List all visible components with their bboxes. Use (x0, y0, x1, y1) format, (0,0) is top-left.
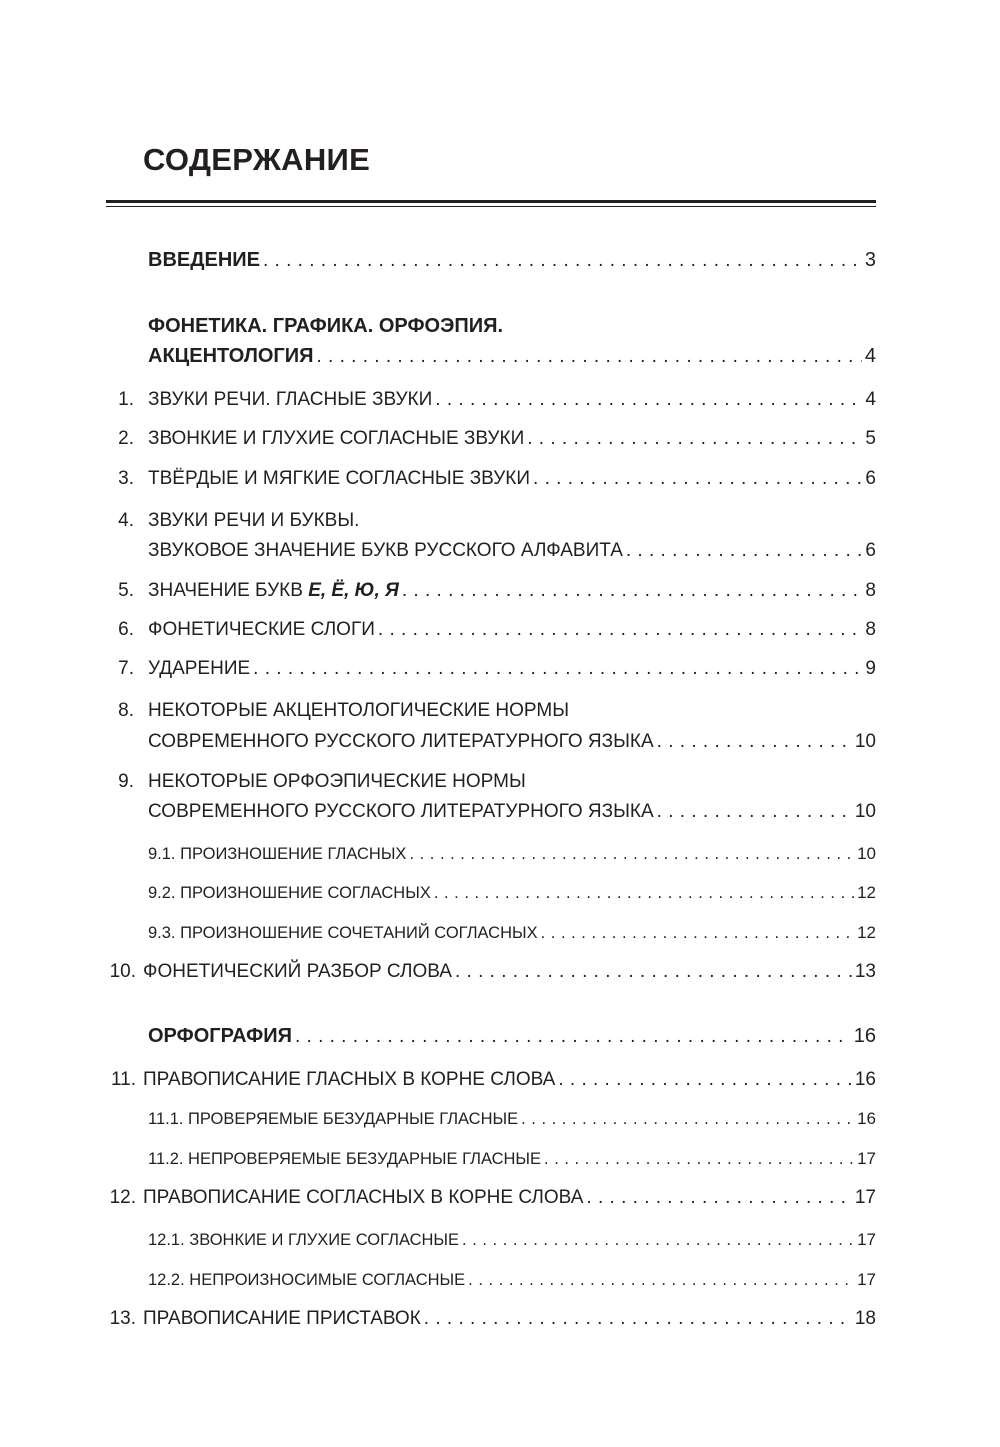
toc-page-number: 12 (857, 923, 876, 942)
toc-entry[interactable] (0, 1065, 876, 1095)
toc-entry-title: ФОНЕТИЧЕСКИЙ РАЗБОР СЛОВА (143, 961, 452, 982)
leader-dots (253, 654, 862, 684)
toc-page-number: 16 (857, 1109, 876, 1128)
leader-dots (521, 1104, 854, 1134)
toc-page-number: 17 (854, 1187, 876, 1208)
toc-entry[interactable] (0, 464, 876, 494)
toc-entry-number: 8. (118, 700, 134, 721)
toc-entry-title: ПРАВОПИСАНИЕ ПРИСТАВОК (143, 1308, 421, 1329)
toc-page-number: 13 (854, 961, 876, 982)
toc-page-number: 16 (854, 1069, 876, 1090)
toc-page-number: 4 (865, 389, 876, 410)
leader-dots (402, 576, 863, 606)
toc-entry-number: 10. (109, 961, 136, 982)
toc-subentry[interactable] (0, 1225, 876, 1255)
toc-entry-title: 9.2. ПРОИЗНОШЕНИЕ СОГЛАСНЫХ (148, 884, 431, 902)
toc-subentry[interactable] (0, 1104, 876, 1134)
toc-entry-title: ЗНАЧЕНИЕ БУКВ Е, Ё, Ю, Я (148, 580, 399, 601)
toc-subentry[interactable] (0, 1144, 876, 1174)
toc-entry-title: УДАРЕНИЕ (148, 658, 251, 679)
toc-entry[interactable] (0, 385, 876, 415)
toc-entry-title: ФОНЕТИЧЕСКИЕ СЛОГИ (148, 619, 375, 640)
toc-page-number: 17 (857, 1230, 876, 1249)
toc-entry-number: 1. (118, 389, 134, 410)
toc-page-number: 12 (857, 883, 876, 902)
toc-page-number: 6 (865, 468, 876, 489)
toc-entry-title: ВВЕДЕНИЕ (148, 249, 260, 271)
toc-page-number: 17 (857, 1149, 876, 1168)
leader-dots (263, 246, 862, 276)
leader-dots (541, 918, 854, 948)
toc-entry[interactable] (0, 1183, 876, 1213)
toc-entry-letters: Е, Ё, Ю, Я (308, 580, 399, 601)
toc-entry-title: 11.2. НЕПРОВЕРЯЕМЫЕ БЕЗУДАРНЫЕ ГЛАСНЫЕ (148, 1150, 542, 1168)
toc-entry-title: 9.3. ПРОИЗНОШЕНИЕ СОЧЕТАНИЙ СОГЛАСНЫХ (148, 924, 538, 942)
toc-page-number: 6 (865, 540, 876, 561)
toc-entry-title: 12.2. НЕПРОИЗНОСИМЫЕ СОГЛАСНЫЕ (148, 1271, 466, 1289)
leader-dots (468, 1265, 854, 1295)
toc-entry-number: 7. (118, 658, 134, 679)
leader-dots (435, 385, 862, 415)
toc-page-number: 18 (854, 1308, 876, 1329)
toc-page-number: 10 (857, 844, 876, 863)
toc-entry[interactable] (0, 1304, 876, 1334)
leader-dots (586, 1183, 851, 1213)
toc-entry-number: 9. (118, 771, 134, 792)
toc-entry-title: ПРАВОПИСАНИЕ СОГЛАСНЫХ В КОРНЕ СЛОВА (143, 1187, 584, 1208)
toc-page-number: 4 (864, 345, 876, 367)
toc-entry-title: 11.1. ПРОВЕРЯЕМЫЕ БЕЗУДАРНЫЕ ГЛАСНЫЕ (148, 1110, 519, 1128)
leader-dots (657, 727, 852, 757)
toc-entry-title: ЗВОНКИЕ И ГЛУХИЕ СОГЛАСНЫЕ ЗВУКИ (148, 428, 525, 449)
toc-entry[interactable] (0, 957, 876, 987)
toc-entry[interactable] (0, 536, 876, 566)
toc-entry-introduction[interactable] (0, 245, 876, 275)
toc-entry-title-line1: НЕКОТОРЫЕ АКЦЕНТОЛОГИЧЕСКИЕ НОРМЫ (148, 700, 570, 721)
leader-dots (409, 839, 854, 869)
toc-page-number: 5 (865, 428, 876, 449)
toc-page-number: 10 (854, 801, 876, 822)
toc-entry[interactable] (0, 797, 876, 827)
toc-entry[interactable] (0, 727, 876, 757)
toc-page-number: 8 (865, 580, 876, 601)
title-divider-thick (106, 200, 876, 203)
toc-entry-title: ПРАВОПИСАНИЕ ГЛАСНЫХ В КОРНЕ СЛОВА (143, 1069, 556, 1090)
leader-dots (544, 1144, 854, 1174)
leader-dots (434, 878, 854, 908)
toc-entry[interactable] (0, 654, 876, 684)
leader-dots (533, 464, 862, 494)
toc-page-number: 3 (864, 249, 876, 271)
leader-dots (317, 342, 862, 372)
toc-subentry[interactable] (0, 918, 876, 948)
leader-dots (378, 615, 863, 645)
toc-page-number: 17 (857, 1270, 876, 1289)
toc-entry-phonetics[interactable] (0, 341, 876, 371)
toc-entry-orthography[interactable] (0, 1021, 876, 1051)
toc-page-number: 16 (853, 1025, 876, 1047)
leader-dots (424, 1304, 852, 1334)
toc-entry[interactable] (0, 615, 876, 645)
toc-entry-number: 12. (109, 1187, 136, 1208)
toc-entry-title: 12.1. ЗВОНКИЕ И ГЛУХИЕ СОГЛАСНЫЕ (148, 1231, 460, 1249)
leader-dots (657, 797, 852, 827)
toc-entry-number: 11. (110, 1069, 136, 1090)
title-divider-thin (106, 206, 876, 207)
leader-dots (527, 424, 862, 454)
toc-page-number: 9 (865, 658, 876, 679)
toc-subentry[interactable] (0, 839, 876, 869)
toc-entry-title-line1: ЗВУКИ РЕЧИ И БУКВЫ. (148, 510, 360, 531)
toc-entry[interactable] (0, 424, 876, 454)
toc-entry-number: 6. (118, 619, 134, 640)
toc-page-number: 10 (854, 731, 876, 752)
page-title: СОДЕРЖАНИЕ (143, 142, 371, 177)
toc-entry-number: 4. (118, 510, 134, 531)
toc-entry-title: ЗВУКИ РЕЧИ. ГЛАСНЫЕ ЗВУКИ (148, 389, 433, 410)
toc-subentry[interactable] (0, 878, 876, 908)
toc-entry-title-line1: НЕКОТОРЫЕ ОРФОЭПИЧЕСКИЕ НОРМЫ (148, 771, 526, 792)
toc-subentry[interactable] (0, 1265, 876, 1295)
leader-dots (295, 1022, 851, 1052)
leader-dots (455, 957, 852, 987)
toc-entry-title: ТВЁРДЫЕ И МЯГКИЕ СОГЛАСНЫЕ ЗВУКИ (148, 468, 531, 489)
leader-dots (626, 536, 863, 566)
leader-dots (462, 1225, 854, 1255)
toc-page-number: 8 (865, 619, 876, 640)
toc-entry-number: 5. (118, 580, 134, 601)
toc-entry-title: АКЦЕНТОЛОГИЯ (148, 345, 314, 367)
toc-section-title-line1: ФОНЕТИКА. ГРАФИКА. ОРФОЭПИЯ. (148, 315, 504, 337)
toc-entry-title: СОВРЕМЕННОГО РУССКОГО ЛИТЕРАТУРНОГО ЯЗЫКА (148, 801, 654, 822)
toc-entry[interactable] (0, 576, 876, 606)
toc-entry-title: 9.1. ПРОИЗНОШЕНИЕ ГЛАСНЫХ (148, 845, 407, 863)
toc-entry-title: ЗВУКОВОЕ ЗНАЧЕНИЕ БУКВ РУССКОГО АЛФАВИТА (148, 540, 623, 561)
toc-entry-number: 2. (118, 428, 134, 449)
toc-entry-number: 13. (109, 1308, 136, 1329)
toc-entry-title: СОВРЕМЕННОГО РУССКОГО ЛИТЕРАТУРНОГО ЯЗЫКА (148, 731, 654, 752)
leader-dots (558, 1065, 852, 1095)
toc-entry-number: 3. (118, 468, 134, 489)
toc-entry-title: ОРФОГРАФИЯ (148, 1025, 292, 1047)
